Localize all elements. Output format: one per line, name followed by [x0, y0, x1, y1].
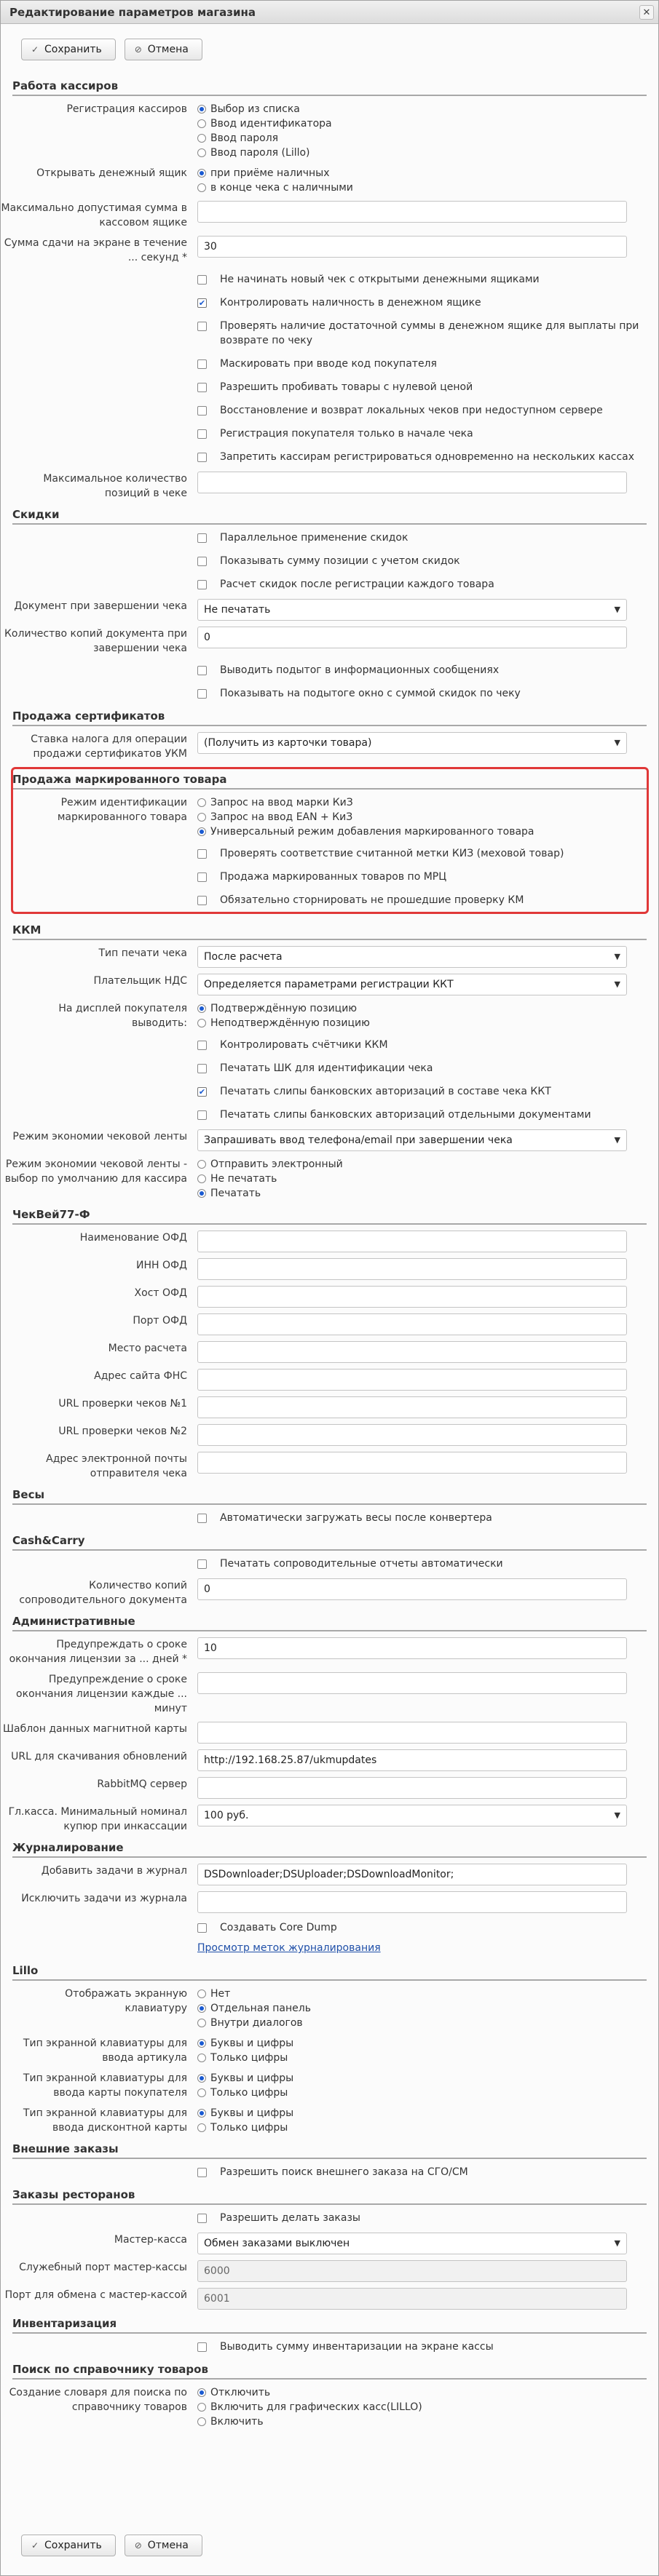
save-label: Сохранить [44, 44, 102, 55]
checkbox-icon [197, 322, 207, 331]
checkbox-control-kkm-counters[interactable]: Контролировать счётчики ККМ [197, 1038, 649, 1052]
min-nominal-label: Гл.касса. Минимальный номинал купюр при инкассации [8, 1806, 187, 1832]
checkbox-inventory-sum[interactable]: Выводить сумму инвентаризации на экране кассы [197, 2340, 649, 2354]
radio-button-icon [197, 2054, 206, 2062]
marked-goods-highlight [1, 771, 658, 912]
checkbox-check-kiz-fur[interactable]: Проверять соответствие считанной метки КИЗ (меховой товар) [197, 846, 649, 861]
radio-eco-no-print[interactable]: Не печатать [197, 1172, 627, 1186]
radio-button-icon [197, 1174, 206, 1183]
checkbox-external-order-search[interactable]: Разрешить поиск внешнего заказа на СГО/СМ [197, 2165, 649, 2179]
cancel-button-bottom[interactable] [125, 2535, 202, 2556]
radio-button-icon [197, 1004, 206, 1013]
kbd-article-label: Тип экранной клавиатуры для ввода артикула [23, 2038, 187, 2064]
dialog-title: Редактирование параметров магазина [9, 5, 256, 19]
checkbox-allow-orders[interactable]: Разрешить делать заказы [197, 2211, 649, 2225]
kbd-customer-card-label: Тип экранной клавиатуры для ввода карты покупателя [23, 2072, 187, 2099]
section-inventory: Инвентаризация [12, 2315, 647, 2334]
cert-vat-label: Ставка налога для операции продажи сертификатов УКМ [31, 734, 187, 760]
checkbox-icon [197, 383, 207, 392]
check-url2-label: URL проверки чеков №2 [58, 1426, 187, 1437]
section-cashiers: Работа кассиров [12, 78, 647, 96]
checkbox-no-new-check-open-drawer[interactable]: Не начинать новый чек с открытыми денежными ящиками [197, 272, 649, 287]
checkbox-storno-failed-km[interactable]: Обязательно сторнировать не прошедшие проверку КМ [197, 893, 649, 907]
section-marked-goods: Продажа маркированного товара [12, 771, 647, 790]
doc-end-check-select[interactable]: Не печатать ▼ [197, 599, 627, 621]
radio-dict-on[interactable]: Включить [197, 2414, 627, 2429]
checkbox-icon [197, 1559, 207, 1569]
checkbox-icon [197, 275, 207, 285]
ofd-inn-input[interactable] [197, 1258, 627, 1280]
radio-button-icon [197, 1989, 206, 1998]
section-scales: Весы [12, 1487, 647, 1505]
max-positions-input[interactable] [197, 472, 627, 493]
log-add-label: Добавить задачи в журнал [41, 1865, 187, 1877]
kbd-discount-card-label: Тип экранной клавиатуры для ввода дисконтной карты [23, 2107, 187, 2134]
license-warn-input[interactable]: 10 [197, 1637, 627, 1659]
section-checkway: ЧекВей77-Ф [12, 1206, 647, 1225]
radio-button-icon [197, 2123, 206, 2132]
top-toolbar [1, 24, 658, 75]
checkbox-icon [197, 533, 207, 543]
cert-vat-select[interactable]: (Получить из карточки товара) ▼ [197, 732, 627, 754]
radio-button-icon [197, 148, 206, 157]
checkbox-mrc-sale[interactable]: Продажа маркированных товаров по МРЦ [197, 870, 649, 884]
ofd-port-label: Порт ОФД [133, 1315, 187, 1327]
license-warn-each-input[interactable] [197, 1672, 627, 1694]
radio-button-icon [197, 2403, 206, 2412]
radio-button-icon [197, 2039, 206, 2048]
magcard-template-label: Шаблон данных магнитной карты [3, 1723, 187, 1735]
update-url-label: URL для скачивания обновлений [11, 1751, 187, 1762]
print-type-label: Тип печати чека [98, 947, 187, 959]
section-cash-carry: Cash&Carry [12, 1533, 647, 1551]
max-drawer-sum-label: Максимально допустимая сумма в кассовом ящике [1, 202, 187, 228]
drawer-open-label: Открывать денежный ящик [36, 167, 187, 179]
checkbox-icon [197, 2342, 207, 2352]
checkbox-icon [197, 2168, 207, 2177]
radio-button-icon [197, 169, 206, 178]
ofd-inn-label: ИНН ОФД [136, 1260, 187, 1271]
chevron-down-icon: ▼ [614, 738, 620, 747]
checkbox-checked-icon: ✔ [198, 298, 206, 308]
save-button-bottom[interactable] [21, 2535, 116, 2556]
doc-copies-input[interactable]: 0 [197, 627, 627, 648]
exchange-port-label: Порт для обмена с мастер-кассой [4, 2289, 187, 2301]
section-logging: Журналирование [12, 1840, 647, 1858]
radio-dict-lillo[interactable]: Включить для графических касс(LILLO) [197, 2400, 627, 2414]
chevron-down-icon: ▼ [614, 952, 620, 961]
section-external-orders: Внешние заказы [12, 2141, 647, 2159]
close-icon[interactable]: ✕ [639, 5, 654, 20]
cc-copies-label: Количество копий сопроводительного документа [19, 1580, 187, 1606]
radio-cashier-reg-password[interactable]: Ввод пароля [197, 131, 627, 146]
cancel-label: Отмена [147, 2540, 189, 2551]
radio-button-icon [197, 105, 206, 114]
radio-kbd-dialogs[interactable]: Внутри диалогов [197, 2016, 627, 2030]
ofd-name-label: Наименование ОФД [79, 1232, 187, 1244]
checkbox-mask-customer-code[interactable]: Маскировать при вводе код покупателя [197, 357, 649, 371]
ofd-host-label: Хост ОФД [134, 1287, 187, 1299]
checkbox-core-dump[interactable]: Создавать Core Dump [197, 1920, 649, 1935]
exchange-port-input[interactable]: 6001 [197, 2288, 627, 2310]
radio-display-unconfirmed[interactable]: Неподтверждённую позицию [197, 1016, 627, 1030]
checkbox-icon [197, 666, 207, 675]
change-seconds-input[interactable]: 30 [197, 236, 627, 258]
section-lillo: Lillo [12, 1963, 647, 1981]
section-kkm: ККМ [12, 922, 647, 940]
radio-button-icon [197, 1160, 206, 1169]
ofd-port-input[interactable] [197, 1313, 627, 1335]
checkbox-control-cash[interactable]: ✔ Контролировать наличность в денежном ящике [198, 297, 481, 309]
radio-kbd-none[interactable]: Нет [197, 1987, 627, 2001]
checkbox-icon [197, 429, 207, 439]
checkbox-icon [197, 580, 207, 589]
cancel-icon: ⊘ [134, 44, 142, 55]
fns-site-label: Адрес сайта ФНС [94, 1370, 187, 1382]
marked-mode-label: Режим идентификации маркированного товара [57, 797, 187, 823]
ofd-host-input[interactable] [197, 1286, 627, 1308]
radio-card-alnum[interactable]: Буквы и цифры [197, 2071, 627, 2086]
checkbox-zero-price[interactable]: Разрешить пробивать товары с нулевой ценой [197, 380, 649, 394]
settings-form [1, 75, 658, 2520]
checkbox-icon [197, 453, 207, 462]
radio-button-icon [197, 2019, 206, 2027]
radio-cashier-reg-password-lillo[interactable]: Ввод пароля (Lillo) [197, 146, 627, 160]
change-seconds-label: Сумма сдачи на экране в течение ... секунд * [4, 237, 187, 263]
checkbox-icon [197, 557, 207, 566]
radio-button-icon [197, 119, 206, 128]
sender-email-input[interactable] [197, 1452, 627, 1474]
rabbitmq-input[interactable] [197, 1777, 627, 1799]
license-warn-label: Предупреждать о сроке окончания лицензии за ... дней * [9, 1639, 187, 1665]
radio-dict-off[interactable]: Отключить [197, 2385, 627, 2400]
radio-drawer-end-check[interactable]: в конце чека с наличными [197, 180, 627, 195]
log-marks-link[interactable]: Просмотр меток журналирования [197, 1942, 381, 1954]
doc-copies-label: Количество копий документа при завершении чека [4, 628, 187, 654]
master-pos-select[interactable]: Обмен заказами выключен ▼ [197, 2233, 627, 2254]
checkbox-auto-load-scales[interactable]: Автоматически загружать весы после конвертера [197, 1511, 649, 1525]
checkbox-print-slips-in-check[interactable]: ✔ Печатать слипы банковских авторизаций в составе чека ККТ [198, 1086, 551, 1097]
max-positions-label: Максимальное количество позиций в чеке [43, 473, 187, 499]
checkbox-forbid-multi-login[interactable]: Запретить кассирам регистрироваться одновременно на нескольких кассах [197, 450, 649, 464]
radio-button-icon [197, 2388, 206, 2397]
screen-kbd-label: Отображать экранную клавиатуру [65, 1988, 187, 2014]
customer-display-label: На дисплей покупателя выводить: [58, 1003, 187, 1029]
radio-button-icon [197, 2088, 206, 2097]
payment-place-input[interactable] [197, 1341, 627, 1363]
eco-default-label: Режим экономии чековой ленты - выбор по умолчанию для кассира [4, 1158, 187, 1185]
check-url2-input[interactable] [197, 1424, 627, 1446]
radio-button-icon [197, 134, 206, 143]
checkbox-subtotal-info[interactable]: Выводить подытог в информационных сообщениях [197, 663, 649, 677]
radio-eco-send-electronic[interactable]: Отправить электронный [197, 1157, 627, 1172]
eco-mode-label: Режим экономии чековой ленты [12, 1131, 187, 1142]
cc-copies-input[interactable]: 0 [197, 1578, 627, 1600]
radio-button-icon [197, 2417, 206, 2426]
eco-mode-select[interactable]: Запрашивать ввод телефона/email при завершении чека ▼ [197, 1129, 627, 1151]
radio-button-icon [197, 2109, 206, 2118]
checkbox-icon [197, 1923, 207, 1933]
radio-drawer-on-cash[interactable]: при приёме наличных [197, 166, 627, 180]
radio-button-icon [197, 827, 206, 836]
checkbox-subtotal-discount-window[interactable]: Показывать на подытоге окно с суммой скидок по чеку [197, 686, 649, 701]
checkbox-icon [197, 1110, 207, 1120]
magcard-template-input[interactable] [197, 1722, 627, 1744]
radio-mark-kiz[interactable]: Запрос на ввод марки КиЗ [197, 795, 627, 810]
checkbox-check-sufficient-sum[interactable]: Проверять наличие достаточной суммы в денежном ящике для выплаты при возврате по чеку [197, 319, 649, 348]
save-button[interactable] [21, 39, 116, 60]
license-warn-each-label: Предупреждение о сроке окончания лицензии каждые ... минут [16, 1674, 187, 1714]
cancel-label: Отмена [147, 44, 189, 55]
checkbox-icon [197, 689, 207, 699]
log-exclude-input[interactable] [197, 1891, 627, 1913]
radio-article-alnum[interactable]: Буквы и цифры [197, 2036, 627, 2051]
master-pos-label: Мастер-касса [114, 2234, 187, 2246]
radio-button-icon [197, 1019, 206, 1027]
radio-button-icon [197, 813, 206, 822]
chevron-down-icon: ▼ [614, 1810, 620, 1820]
checkbox-icon [197, 1514, 207, 1523]
checkbox-customer-reg-start[interactable]: Регистрация покупателя только в начале чека [197, 426, 649, 441]
radio-button-icon [197, 2004, 206, 2013]
checkbox-checked-icon: ✔ [198, 1087, 206, 1097]
bottom-toolbar [1, 2520, 658, 2571]
ofd-name-input[interactable] [197, 1231, 627, 1252]
checkbox-show-sum-with-discount[interactable]: Показывать сумму позиции с учетом скидок [197, 554, 649, 568]
checkbox-icon [197, 1041, 207, 1050]
radio-disc-digits[interactable]: Только цифры [197, 2120, 627, 2135]
master-port-input[interactable]: 6000 [197, 2260, 627, 2282]
dialog-titlebar [1, 1, 658, 24]
chevron-down-icon: ▼ [614, 605, 620, 614]
chevron-down-icon: ▼ [614, 979, 620, 989]
check-url1-input[interactable] [197, 1396, 627, 1418]
checkmark-icon: ✓ [31, 2540, 39, 2551]
max-drawer-sum-input[interactable] [197, 201, 627, 223]
cancel-button[interactable] [125, 39, 202, 60]
checkbox-discount-after-each[interactable]: Расчет скидок после регистрации каждого товара [197, 577, 649, 592]
checkbox-icon [197, 406, 207, 416]
radio-eco-print[interactable]: Печатать [197, 1186, 627, 1201]
radio-mark-universal[interactable]: Универсальный режим добавления маркированного товара [197, 824, 627, 839]
print-type-select[interactable]: После расчета ▼ [197, 946, 627, 968]
radio-disc-alnum[interactable]: Буквы и цифры [197, 2106, 627, 2120]
log-exclude-label: Исключить задачи из журнала [21, 1893, 187, 1904]
checkmark-icon: ✓ [31, 44, 39, 55]
cancel-icon: ⊘ [134, 2540, 142, 2551]
check-url1-label: URL проверки чеков №1 [58, 1398, 187, 1410]
radio-card-digits[interactable]: Только цифры [197, 2086, 627, 2100]
checkbox-print-slips-separate[interactable]: Печатать слипы банковских авторизаций отдельными документами [197, 1108, 649, 1122]
radio-button-icon [197, 1189, 206, 1198]
section-admin: Административные [12, 1613, 647, 1631]
chevron-down-icon: ▼ [614, 1135, 620, 1145]
payment-place-label: Место расчета [108, 1343, 187, 1354]
radio-mark-ean-kiz[interactable]: Запрос на ввод EAN + КиЗ [197, 810, 627, 824]
section-restaurant-orders: Заказы ресторанов [12, 2187, 647, 2205]
radio-button-icon [197, 798, 206, 807]
log-add-input[interactable]: DSDownloader;DSUploader;DSDownloadMonitor; [197, 1864, 627, 1885]
checkbox-parallel-discounts[interactable]: Параллельное применение скидок [197, 530, 649, 545]
save-label: Сохранить [44, 2540, 102, 2551]
min-nominal-select[interactable]: 100 руб. ▼ [197, 1805, 627, 1826]
section-discounts: Скидки [12, 506, 647, 525]
red-highlight-frame [11, 767, 649, 914]
fns-site-input[interactable] [197, 1369, 627, 1391]
vat-payer-select[interactable]: Определяется параметрами регистрации ККТ ▼ [197, 974, 627, 995]
vat-payer-label: Плательщик НДС [93, 975, 187, 987]
radio-article-digits[interactable]: Только цифры [197, 2051, 627, 2065]
radio-button-icon [197, 2074, 206, 2083]
update-url-input[interactable]: http://192.168.25.87/ukmupdates [197, 1749, 627, 1771]
radio-cashier-reg-list[interactable]: Выбор из списка [197, 102, 627, 116]
radio-cashier-reg-id[interactable]: Ввод идентификатора [197, 116, 627, 131]
chevron-down-icon: ▼ [614, 2238, 620, 2248]
checkbox-print-reports-auto[interactable]: Печатать сопроводительные отчеты автоматически [197, 1557, 649, 1571]
rabbitmq-label: RabbitMQ сервер [97, 1778, 187, 1790]
checkbox-restore-local-checks[interactable]: Восстановление и возврат локальных чеков при недоступном сервере [197, 403, 649, 418]
doc-end-check-label: Документ при завершении чека [14, 600, 187, 612]
checkbox-icon [197, 359, 207, 369]
radio-display-confirmed[interactable]: Подтверждённую позицию [197, 1001, 627, 1016]
radio-button-icon [197, 183, 206, 192]
section-product-search: Поиск по справочнику товаров [12, 2361, 647, 2380]
section-certificates: Продажа сертификатов [12, 708, 647, 726]
cashier-registration-label: Регистрация кассиров [66, 103, 187, 115]
checkbox-print-barcode[interactable]: Печатать ШК для идентификации чека [197, 1061, 649, 1076]
search-dict-label: Создание словаря для поиска по справочнику товаров [9, 2387, 187, 2413]
master-port-label: Служебный порт мастер-кассы [19, 2262, 187, 2273]
checkbox-icon [197, 2214, 207, 2223]
checkbox-icon [197, 1064, 207, 1073]
radio-kbd-panel[interactable]: Отдельная панель [197, 2001, 627, 2016]
sender-email-label: Адрес электронной почты отправителя чека [46, 1453, 187, 1479]
